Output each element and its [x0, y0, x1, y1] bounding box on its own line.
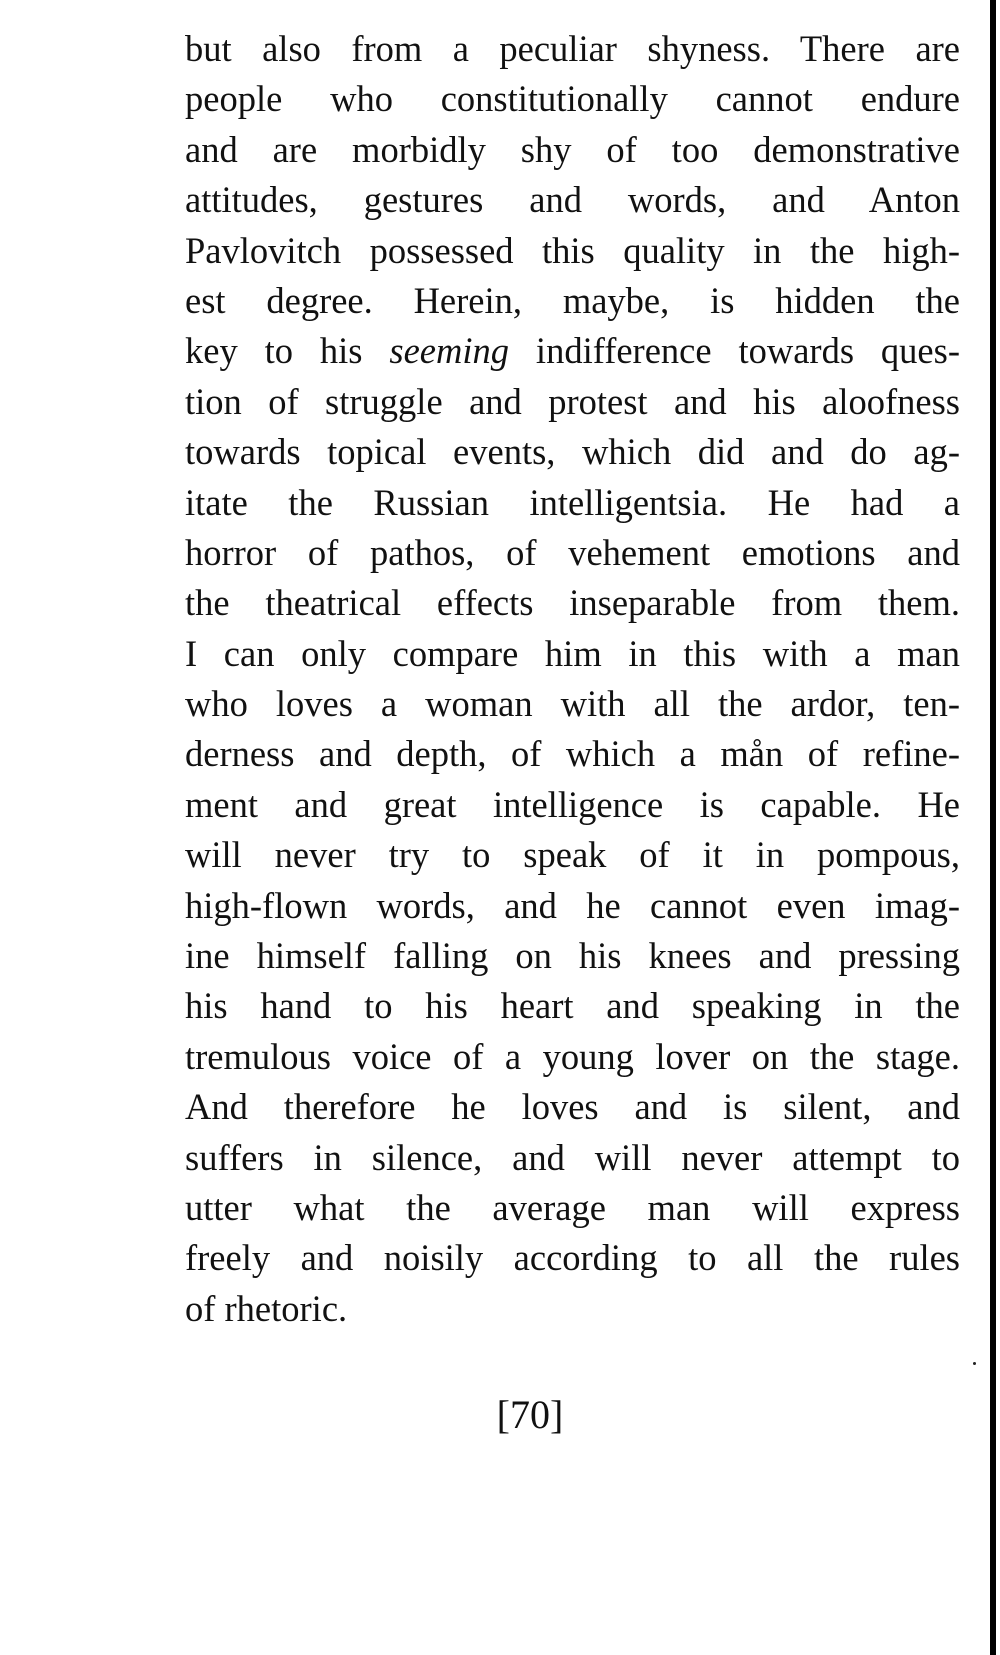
text-line: suffers in silence, and will never attempt to: [185, 1136, 960, 1178]
text-line: high-flown words, and he cannot even imag-: [185, 884, 960, 926]
text-line: derness and depth, of which a mån of refine-: [185, 733, 960, 775]
italic-word: seeming: [389, 330, 510, 372]
text-line: itate the Russian intelligentsia. He had a: [185, 481, 960, 523]
ink-speck: [973, 1362, 976, 1365]
text-line: utter what the average man will express: [185, 1186, 960, 1228]
text-line: but also from a peculiar shyness. There are: [185, 28, 960, 69]
text-segment: indifference towards ques-: [509, 330, 960, 372]
text-line: ment and great intelligence is capable. He: [185, 783, 960, 825]
text-line: ine himself falling on his knees and pressing: [185, 935, 960, 977]
text-line: will never try to speak of it in pompous,: [185, 834, 960, 876]
page-number-container: [0, 1390, 1000, 1440]
text-line: tion of struggle and protest and his aloofness: [185, 380, 960, 422]
text-line: est degree. Herein, maybe, is hidden the: [185, 279, 960, 321]
text-line: attitudes, gestures and words, and Anton: [185, 179, 960, 221]
text-segment: key to his: [185, 330, 390, 372]
text-line: and are morbidly shy of too demonstrative: [185, 128, 960, 170]
body-text: [185, 24, 960, 1334]
text-line: I can only compare him in this with a man: [185, 632, 960, 674]
text-line: towards topical events, which did and do ag-: [185, 431, 960, 473]
text-line: people who constitutionally cannot endure: [185, 78, 960, 120]
text-line: his hand to his heart and speaking in the: [185, 985, 960, 1027]
text-line: horror of pathos, of vehement emotions and: [185, 531, 960, 573]
text-line-final: of rhetoric.: [185, 1287, 348, 1329]
page-number: [70]: [496, 1392, 564, 1437]
text-line-with-italic: [185, 326, 960, 376]
text-line: Pavlovitch possessed this quality in the high-: [185, 229, 960, 271]
text-line: the theatrical effects inseparable from them.: [185, 582, 960, 624]
text-line: And therefore he loves and is silent, and: [185, 1086, 960, 1128]
text-line: who loves a woman with all the ardor, ten-: [185, 683, 960, 725]
text-line: freely and noisily according to all the rules: [185, 1237, 960, 1279]
text-line: tremulous voice of a young lover on the stage.: [185, 1035, 960, 1077]
